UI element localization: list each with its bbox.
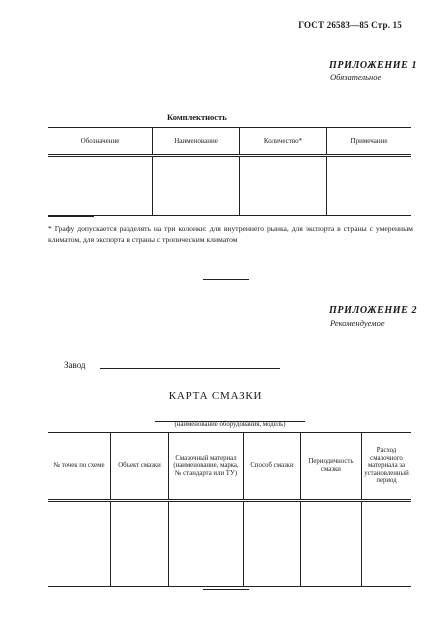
table-cell <box>362 501 412 587</box>
plant-label: Завод <box>64 360 86 370</box>
table-row <box>48 501 411 587</box>
table-cell <box>240 156 327 216</box>
col-name: Наименование <box>153 128 240 156</box>
table-cell <box>153 156 240 216</box>
table-row <box>48 156 411 216</box>
col-lubricant: Смазочный материал (наименование, марка, № стандарта или ТУ) <box>169 433 244 501</box>
separator-rule <box>203 279 249 280</box>
col-designation: Обозначение <box>48 128 153 156</box>
completeness-table <box>48 127 411 216</box>
col-periodicity: Периодичность смазки <box>301 433 362 501</box>
col-point-number: № точек по схеме <box>48 433 111 501</box>
table-cell <box>48 501 111 587</box>
lubrication-table <box>48 432 411 587</box>
col-consumption: Расход смазочного материала за установленный период <box>362 433 412 501</box>
table-cell <box>111 501 169 587</box>
completeness-title: Комплектность <box>167 112 227 122</box>
lubrication-table-header <box>48 433 411 501</box>
table-cell <box>244 501 301 587</box>
appendix-1-subtitle: Обязательное <box>330 72 382 82</box>
footnote-rule <box>48 216 94 217</box>
lubrication-card-title: КАРТА СМАЗКИ <box>168 390 263 402</box>
equipment-caption: (наименование оборудования, модель) <box>174 421 286 428</box>
table-cell <box>327 156 412 216</box>
completeness-table-header <box>48 128 411 156</box>
col-lubrication-object: Объект смазки <box>111 433 169 501</box>
footnote: * Графу допускается разделять на три колонки: для внутреннего рынка, для экспорта в страны с умеренным климатом, для экспорта в страны с тропическим климатом <box>48 224 413 244</box>
table-cell <box>301 501 362 587</box>
col-note: Примечание <box>327 128 412 156</box>
appendix-2-subtitle: Рекомендуемое <box>330 318 385 328</box>
col-method: Способ смазки <box>244 433 301 501</box>
appendix-1-title: ПРИЛОЖЕНИЕ 1 <box>329 60 418 71</box>
appendix-2-title: ПРИЛОЖЕНИЕ 2 <box>329 305 418 316</box>
separator-rule <box>203 589 249 590</box>
table-cell <box>169 501 244 587</box>
page-header: ГОСТ 26583—85 Стр. 15 <box>298 20 402 30</box>
col-quantity: Количество* <box>240 128 327 156</box>
plant-fill-line <box>100 368 280 369</box>
table-cell <box>48 156 153 216</box>
